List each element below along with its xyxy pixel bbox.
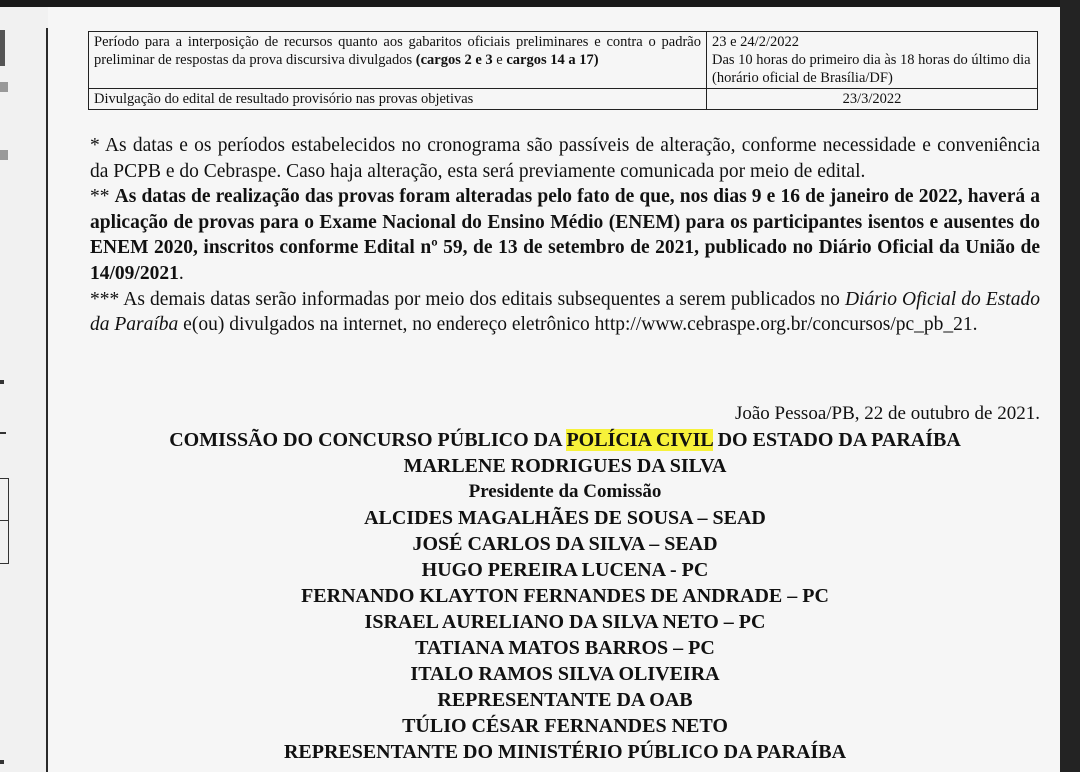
top-edge: [0, 0, 1080, 7]
note-1: * As datas e os períodos estabelecidos no cronograma são passíveis de alteração, conforme necessidade e conveniência da PCPB e do Cebraspe. Caso haja alteração, esta será previamente comunicada por meio de edital.: [90, 135, 1040, 182]
commission-title: COMISSÃO DO CONCURSO PÚBLICO DA POLÍCIA CIVIL DO ESTADO DA PARAÍBA: [169, 429, 961, 451]
member-line: HUGO PEREIRA LUCENA - PC: [421, 559, 709, 581]
table-row: [89, 32, 1038, 89]
date-cell: 23/3/2022: [707, 89, 1038, 110]
member-line: ITALO RAMOS SILVA OLIVEIRA: [410, 663, 720, 685]
table-row: [89, 89, 1038, 110]
member-line: REPRESENTANTE DA OAB: [437, 689, 693, 711]
member-line: ISRAEL AURELIANO DA SILVA NETO – PC: [364, 611, 766, 633]
margin-mark: [0, 150, 8, 160]
member-line: TATIANA MATOS BARROS – PC: [415, 637, 715, 659]
note-3: *** As demais datas serão informadas por meio dos editais subsequentes a serem publicados no Diário Oficial do Estado da Paraíba e(ou) divulgados na internet, no endereço eletrônico http://www.cebraspe.org.br/concursos/pc_pb_21.: [90, 288, 1040, 336]
date-cell: 23 e 24/2/2022 Das 10 horas do primeiro dia às 18 horas do último dia (horário oficial de Brasília/DF): [707, 32, 1038, 89]
margin-mark: [0, 432, 6, 434]
event-cell: Divulgação do edital de resultado provisório nas provas objetivas: [89, 89, 707, 110]
margin-box: [0, 478, 9, 564]
member-line: REPRESENTANTE DO MINISTÉRIO PÚBLICO DA PARAÍBA: [283, 741, 847, 763]
schedule-table: [88, 31, 1038, 110]
signature-block: [90, 401, 1040, 765]
margin-mark: [0, 520, 8, 521]
president-name: MARLENE RODRIGUES DA SILVA: [403, 455, 727, 477]
member-line: FERNANDO KLAYTON FERNANDES DE ANDRADE – PC: [301, 585, 829, 607]
highlighted-text: POLÍCIA CIVIL: [566, 429, 713, 451]
right-edge: [1060, 0, 1080, 772]
place-date: João Pessoa/PB, 22 de outubro de 2021.: [734, 403, 1040, 424]
president-role: Presidente da Comissão: [468, 481, 662, 502]
member-line: ALCIDES MAGALHÃES DE SOUSA – SEAD: [364, 507, 766, 529]
margin-mark: [0, 380, 4, 384]
note-2: ** As datas de realização das provas foram alteradas pelo fato de que, nos dias 9 e 16 de janeiro de 2022, haverá a aplicação de provas para o Exame Nacional do Ensino Médio (ENEM) para os participantes isentos e ausentes do ENEM 2020, inscritos conforme Edital nº 59, de 13 de setembro de 2021, publicado no Diário Oficial da União de 14/09/2021.: [90, 186, 1041, 284]
schedule-notes: [90, 133, 1040, 338]
margin-mark: [0, 760, 4, 764]
member-line: JOSÉ CARLOS DA SILVA – SEAD: [412, 533, 718, 555]
margin-mark: [0, 30, 5, 66]
member-line: TÚLIO CÉSAR FERNANDES NETO: [402, 715, 728, 737]
event-cell: Período para a interposição de recursos quanto aos gabaritos oficiais preliminares e contra o padrão preliminar de respostas da prova discursiva divulgados (cargos 2 e 3 e cargos 14 a 17): [89, 32, 707, 89]
margin-mark: [0, 82, 8, 92]
document-page: [48, 7, 1060, 772]
